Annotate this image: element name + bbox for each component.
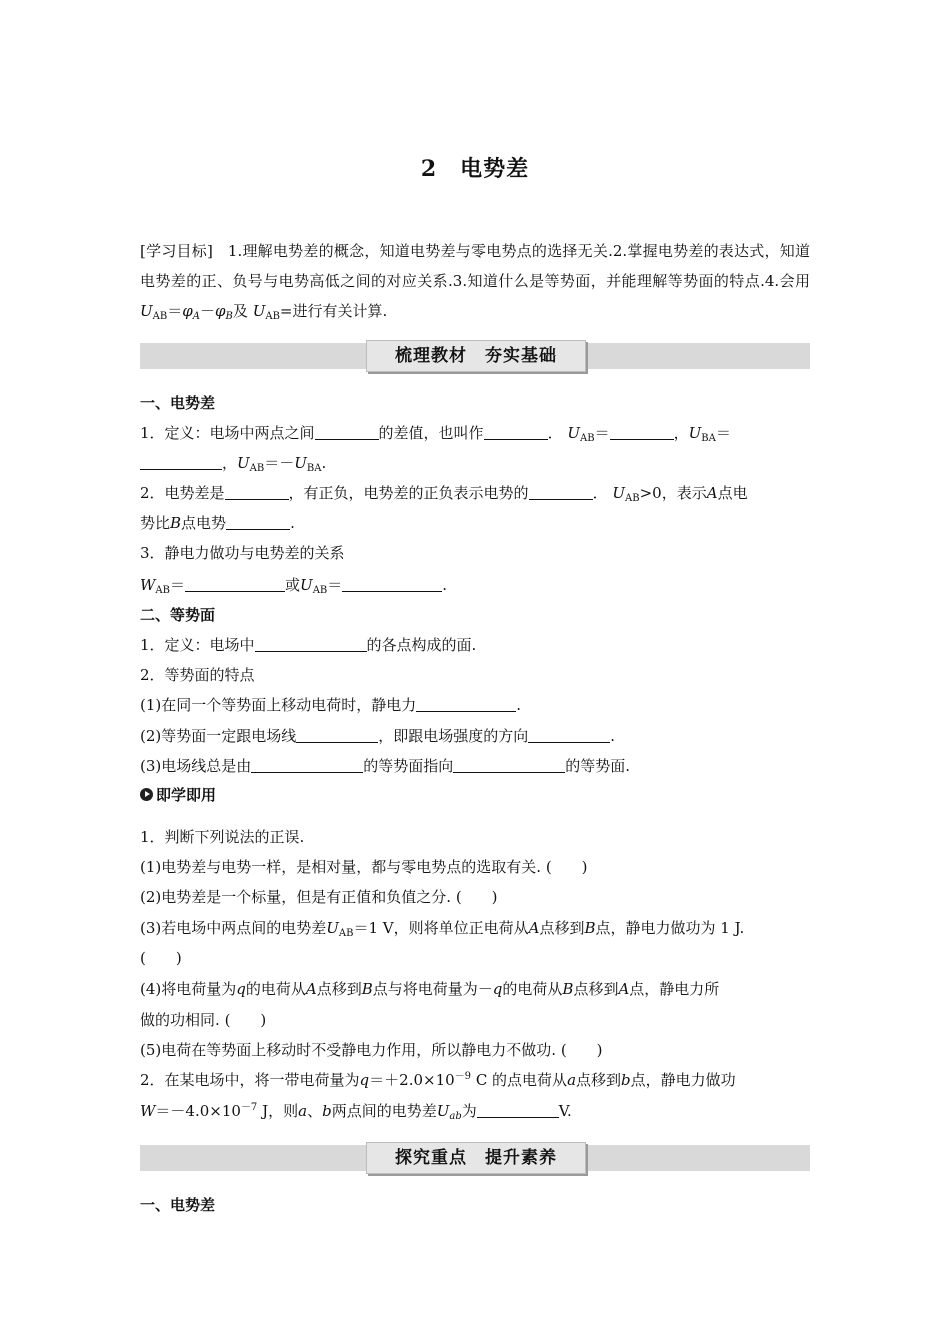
minus-sign: －: [200, 302, 216, 320]
text: (1)在同一个等势面上移动电荷时，静电力: [140, 696, 417, 714]
question-line: 3．静电力做功与电势差的关系: [140, 544, 345, 562]
fill-blank[interactable]: [140, 455, 222, 470]
text: ，即跟电场强度的方向: [378, 727, 529, 745]
statement-line: [140, 887, 810, 907]
point-b-lower: b: [621, 1071, 631, 1089]
definition-line: [140, 423, 810, 443]
symbol-u: U: [237, 454, 250, 472]
text: 点电: [717, 484, 748, 502]
point-b: B: [361, 980, 373, 998]
text: 的等势面.: [565, 757, 631, 775]
symbol-u: U: [567, 424, 581, 442]
point-b: B: [562, 980, 574, 998]
sub-ab: AB: [152, 311, 168, 322]
question-line: [140, 483, 810, 503]
text: 点移到: [573, 980, 619, 998]
text: 为: [461, 1102, 477, 1120]
text: ．: [547, 424, 563, 442]
symbol-q: q: [236, 980, 246, 998]
section-heading: 二、等势面: [140, 606, 216, 624]
banner-label: 探究重点 提升素养: [366, 1142, 586, 1174]
point-a-lower: a: [567, 1071, 577, 1089]
text: 或: [285, 576, 301, 594]
fill-blank[interactable]: [453, 758, 565, 773]
text: (5)电荷在等势面上移动时不受静电力作用，所以静电力不做功.: [140, 1041, 557, 1059]
point-b-lower: b: [322, 1102, 332, 1120]
text: (2)等势面一定跟电场线: [140, 727, 297, 745]
objectives-text: 及: [232, 302, 248, 320]
fill-blank[interactable]: [225, 485, 289, 500]
point-a: A: [305, 980, 317, 998]
text: 点与将电荷量为－: [372, 980, 493, 998]
text: 点移到: [576, 1071, 622, 1089]
text: 势比: [140, 514, 171, 532]
eq-sign: ＝: [715, 424, 731, 442]
exponent: －7: [240, 1102, 258, 1113]
point-a: A: [618, 980, 630, 998]
answer-paren[interactable]: ( ): [455, 888, 498, 906]
text: (4)将电荷量为: [140, 980, 237, 998]
practice-title: 即学即用: [156, 786, 217, 804]
answer-paren[interactable]: ( ): [545, 858, 588, 876]
text: 1．定义：电场中两点之间: [140, 424, 315, 442]
symbol-w: W: [140, 576, 156, 594]
eq-sign: ＝: [327, 576, 343, 594]
text: J，则: [257, 1102, 299, 1120]
text: (3)电场线总是由: [140, 757, 252, 775]
point-a-lower: a: [298, 1102, 308, 1120]
text: ＝1 V，则将单位正电荷从: [353, 919, 529, 937]
answer-paren[interactable]: ( ): [224, 1011, 267, 1029]
fill-blank[interactable]: [528, 728, 610, 743]
sub-ab: AB: [625, 493, 640, 504]
statement-line: [140, 1040, 810, 1060]
question-line: [140, 695, 810, 715]
formula-line: [140, 575, 810, 595]
sub-b: B: [225, 311, 233, 322]
sub-ab: AB: [249, 463, 265, 474]
text: C 的点电荷从: [471, 1071, 568, 1089]
statement-line: [140, 948, 810, 968]
answer-paren[interactable]: ( ): [560, 1041, 603, 1059]
text: (1)电势差与电势一样，是相对量，都与零电势点的选取有关.: [140, 858, 542, 876]
sub-ab: AB: [338, 928, 354, 939]
question-line: 2．等势面的特点: [140, 666, 255, 684]
text: 两点间的电势差: [331, 1102, 437, 1120]
symbol-q: q: [359, 1071, 370, 1089]
text: 的电荷从: [502, 980, 563, 998]
question-line: [140, 726, 810, 746]
fill-blank[interactable]: [484, 425, 548, 440]
symbol-phi: φ: [215, 302, 226, 320]
practice-heading: [140, 785, 810, 805]
exponent: －9: [454, 1071, 472, 1082]
section-banner: [140, 343, 810, 369]
text: (2)电势差是一个标量，但是有正值和负值之分.: [140, 888, 452, 906]
text: ＝－4.0×10: [155, 1102, 241, 1120]
text: >0，表示: [639, 484, 707, 502]
text: 的差值，也叫作: [378, 424, 484, 442]
statement-line: [140, 918, 810, 938]
text: .: [290, 514, 295, 532]
fill-blank[interactable]: [477, 1103, 559, 1118]
symbol-w: W: [140, 1102, 156, 1120]
statement-line: [140, 1010, 810, 1030]
page-title: 2 电势差: [420, 156, 530, 182]
fill-blank[interactable]: [610, 425, 674, 440]
question-line: 1．判断下列说法的正误.: [140, 828, 305, 846]
point-b: B: [584, 919, 596, 937]
text: 点，静电力做功为 1 J.: [595, 919, 745, 937]
eq-sign: ＝: [167, 302, 183, 320]
fill-blank[interactable]: [251, 758, 363, 773]
section-banner: [140, 1145, 810, 1171]
section-heading: 一、电势差: [140, 1196, 216, 1214]
fill-blank[interactable]: [255, 637, 367, 652]
symbol-u: U: [252, 302, 266, 320]
objectives-text: 1.理解电势差的概念，知道电势差与零电势点的选择无关.2.掌握电势差的表达式，知道电势差的正、负号与电势高低之间的对应关系.3.知道什么是等势面，并能理解等势面的特点.4.会用: [140, 242, 810, 290]
text: 点移到: [316, 980, 362, 998]
fill-blank[interactable]: [416, 697, 516, 712]
text: 1．定义：电场中: [140, 636, 255, 654]
text: ，有正负，电势差的正负表示电势的: [288, 484, 529, 502]
sub-ba: BA: [306, 463, 322, 474]
learning-objectives: [140, 236, 810, 326]
answer-paren[interactable]: ( ): [140, 949, 182, 967]
symbol-q: q: [492, 980, 503, 998]
text: .: [442, 576, 448, 594]
objectives-text: =进行有关计算.: [279, 302, 388, 320]
text: 、: [307, 1102, 323, 1120]
sub-ab: AB: [312, 585, 328, 596]
eq-sign: ＝: [594, 424, 610, 442]
sub-ab: AB: [265, 311, 280, 322]
text: V.: [558, 1102, 572, 1120]
symbol-u: U: [294, 454, 307, 472]
statement-line: [140, 979, 810, 999]
text: 2．电势差是: [140, 484, 225, 502]
section-heading: 一、电势差: [140, 394, 216, 412]
text: ＝＋2.0×10: [369, 1071, 455, 1089]
fill-blank[interactable]: [529, 485, 593, 500]
question-line: [140, 513, 810, 533]
symbol-u: U: [436, 1102, 450, 1120]
point-a: A: [706, 484, 718, 502]
text: ，: [673, 424, 689, 442]
symbol-u: U: [612, 484, 626, 502]
symbol-u: U: [688, 424, 702, 442]
text: 点电势: [181, 514, 227, 532]
objectives-label: [学习目标]: [140, 242, 213, 260]
text: 点移到: [539, 919, 585, 937]
sub-ab: AB: [155, 585, 170, 596]
question-line: [140, 1070, 810, 1090]
text: 点，静电力所: [629, 980, 720, 998]
text: 2．在某电场中，将一带电荷量为: [140, 1071, 360, 1089]
text: .: [610, 727, 616, 745]
fill-blank[interactable]: [296, 728, 378, 743]
text: ，: [222, 454, 238, 472]
text: 的各点构成的面.: [366, 636, 477, 654]
eq-sign: ＝: [170, 576, 186, 594]
play-icon: [140, 788, 153, 801]
symbol-u: U: [300, 576, 313, 594]
fill-blank[interactable]: [185, 577, 285, 592]
question-line: [140, 1101, 810, 1121]
fill-blank[interactable]: [315, 425, 379, 440]
point-a: A: [528, 919, 540, 937]
symbol-u: U: [326, 919, 339, 937]
definition-line: [140, 453, 810, 473]
text: .: [516, 696, 522, 714]
symbol-u: U: [140, 302, 153, 320]
text: ．: [592, 484, 608, 502]
question-line: [140, 635, 810, 655]
sub-ba: BA: [701, 433, 716, 444]
statement-line: [140, 857, 810, 877]
text: 的电荷从: [245, 980, 306, 998]
text: 点，静电力做功: [630, 1071, 736, 1089]
text: 做的功相同.: [140, 1011, 220, 1029]
question-line: [140, 756, 810, 776]
symbol-phi: φ: [182, 302, 193, 320]
sub-a: A: [192, 311, 200, 322]
text: 的等势面指向: [363, 757, 454, 775]
text: (3)若电场中两点间的电势差: [140, 919, 327, 937]
sub-ab-lower: ab: [449, 1111, 462, 1122]
text: .: [321, 454, 327, 472]
text: ＝－: [264, 454, 295, 472]
banner-label: 梳理教材 夯实基础: [366, 340, 586, 372]
sub-ab: AB: [580, 433, 595, 444]
fill-blank[interactable]: [342, 577, 442, 592]
point-b: B: [170, 514, 182, 532]
fill-blank[interactable]: [226, 515, 290, 530]
